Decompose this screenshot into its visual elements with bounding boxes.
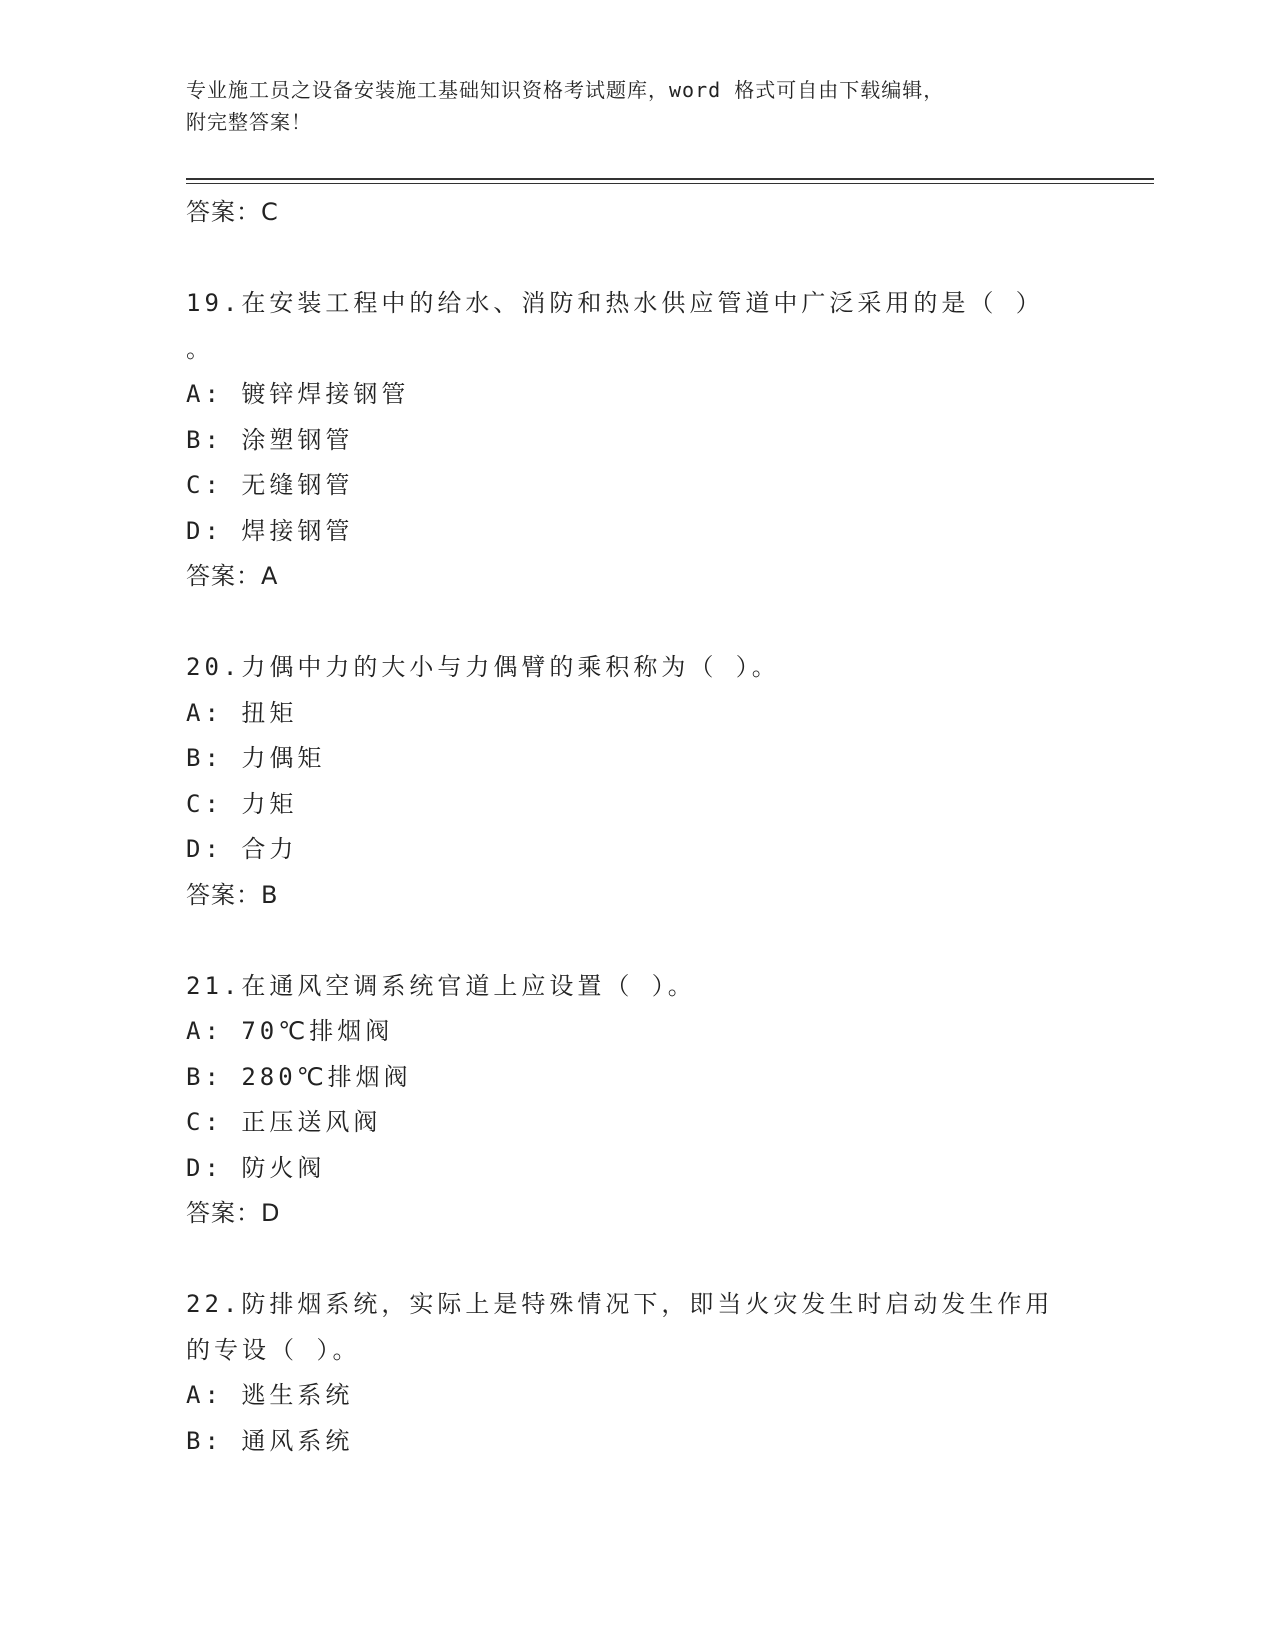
question-20 — [186, 645, 1086, 918]
header-divider-thin — [186, 183, 1154, 184]
header-divider-thick — [186, 178, 1154, 180]
option-d: D: 焊接钢管 — [186, 516, 354, 545]
question-19 — [186, 281, 1086, 600]
answer-line: 答案：B — [186, 880, 279, 909]
option-a: A: 70℃排烟阀 — [186, 1017, 394, 1045]
option-b: B: 涂塑钢管 — [186, 425, 354, 454]
question-stem-continued: 。 — [186, 334, 214, 363]
question-stem-continued: 的专设（ ）。 — [186, 1335, 361, 1364]
answer-line: 答案：D — [186, 1199, 281, 1227]
question-stem: 22.防排烟系统，实际上是特殊情况下，即当火灾发生时启动发生作用 — [186, 1290, 1054, 1318]
spacer — [186, 1237, 1086, 1283]
answer-line: 答案：A — [186, 562, 279, 590]
answer-line: 答案：C — [186, 198, 279, 226]
question-list — [186, 190, 1086, 1464]
spacer — [186, 918, 1086, 964]
option-d: D: 合力 — [186, 835, 298, 863]
question-stem: 20.力偶中力的大小与力偶臂的乘积称为（ ）。 — [186, 653, 780, 681]
header-line-1: 专业施工员之设备安装施工基础知识资格考试题库，word 格式可自由下载编辑， — [186, 78, 945, 102]
option-d: D: 防火阀 — [186, 1153, 326, 1182]
spacer — [186, 236, 1086, 282]
option-c: C: 力矩 — [186, 789, 298, 818]
spacer — [186, 600, 1086, 646]
option-a: A: 镀锌焊接钢管 — [186, 380, 410, 408]
option-a: A: 逃生系统 — [186, 1381, 354, 1409]
header-line-2: 附完整答案！ — [186, 110, 312, 134]
option-a: A: 扭矩 — [186, 698, 298, 727]
question-stem: 19.在安装工程中的给水、消防和热水供应管道中广泛采用的是（ ） — [186, 289, 1044, 317]
question-21 — [186, 964, 1086, 1237]
option-b: B: 力偶矩 — [186, 744, 326, 772]
option-c: C: 正压送风阀 — [186, 1108, 382, 1136]
option-b: B: 通风系统 — [186, 1426, 354, 1455]
option-c: C: 无缝钢管 — [186, 471, 354, 499]
document-header — [186, 74, 1066, 138]
question-22 — [186, 1282, 1086, 1464]
option-b: B: 280℃排烟阀 — [186, 1062, 412, 1091]
question-stem: 21.在通风空调系统官道上应设置（ ）。 — [186, 971, 696, 1000]
